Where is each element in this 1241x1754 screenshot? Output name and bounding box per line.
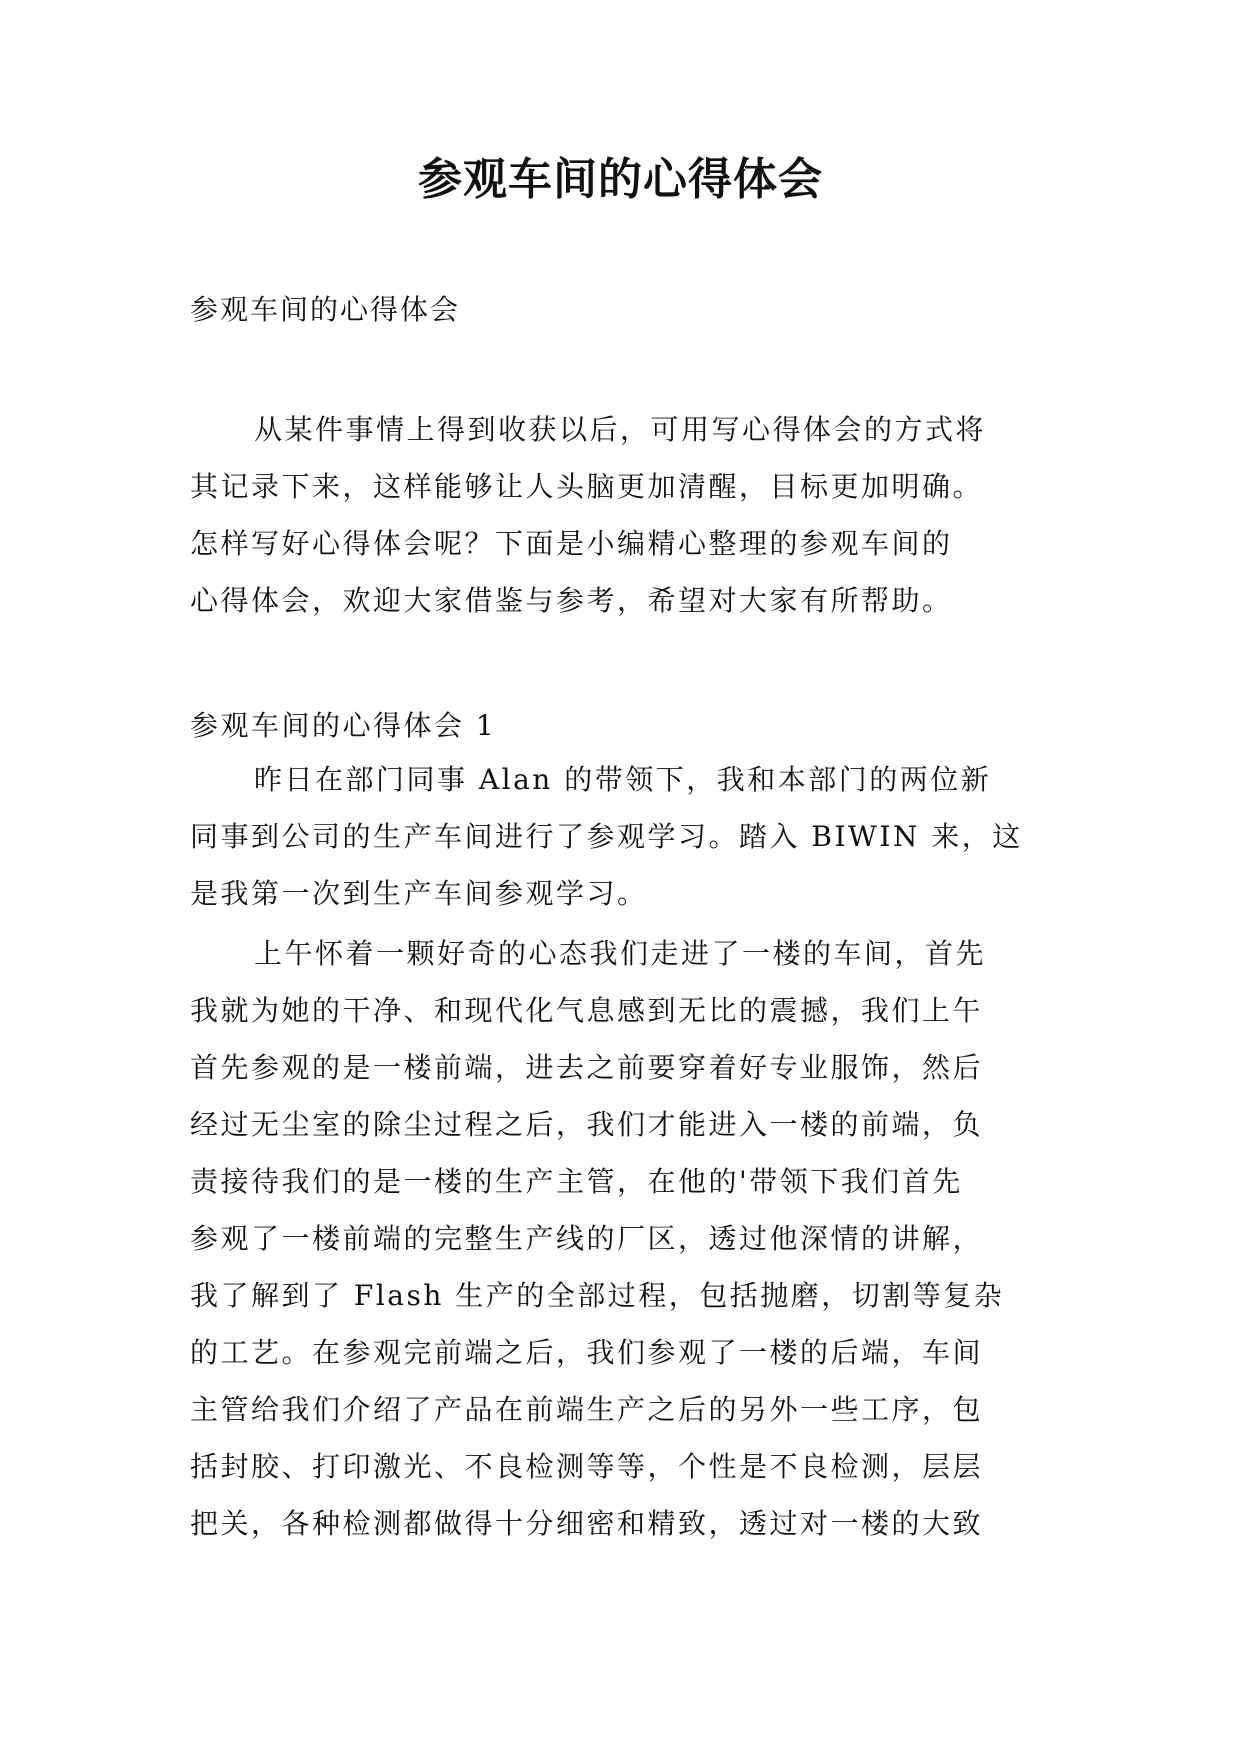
paragraph-line: 我就为她的干净、和现代化气息感到无比的震撼，我们上午 <box>190 994 984 1027</box>
paragraph-line: 昨日在部门同事 Alan 的带领下，我和本部门的两位新 <box>254 763 992 796</box>
intro-line: 从某件事情上得到收获以后，可用写心得体会的方式将 <box>254 413 987 446</box>
paragraph-line: 是我第一次到生产车间参观学习。 <box>190 877 648 910</box>
paragraph-line: 把关，各种检测都做得十分细密和精致，透过对一楼的大致 <box>190 1507 984 1540</box>
paragraph-line: 责接待我们的是一楼的生产主管，在他的'带领下我们首先 <box>190 1165 963 1198</box>
document-subtitle: 参观车间的心得体会 <box>190 293 461 326</box>
paragraph-line: 的工艺。在参观完前端之后，我们参观了一楼的后端，车间 <box>190 1336 984 1369</box>
intro-paragraph <box>190 401 1050 629</box>
paragraph-line: 我了解到了 Flash 生产的全部过程，包括抛磨，切割等复杂 <box>190 1279 1005 1312</box>
intro-line: 心得体会，欢迎大家借鉴与参考，希望对大家有所帮助。 <box>190 584 953 617</box>
paragraph-line: 上午怀着一颗好奇的心态我们走进了一楼的车间，首先 <box>254 937 987 970</box>
paragraph-line: 经过无尘室的除尘过程之后，我们才能进入一楼的前端，负 <box>190 1108 984 1141</box>
paragraph-line: 主管给我们介绍了产品在前端生产之后的另外一些工序，包 <box>190 1393 984 1426</box>
body-paragraph-1 <box>190 751 1050 922</box>
paragraph-line: 首先参观的是一楼前端，进去之前要穿着好专业服饰，然后 <box>190 1051 984 1084</box>
paragraph-line: 括封胶、打印激光、不良检测等等，个性是不良检测，层层 <box>190 1450 984 1483</box>
paragraph-line: 参观了一楼前端的完整生产线的厂区，透过他深情的讲解， <box>190 1222 984 1255</box>
intro-line: 怎样写好心得体会呢？下面是小编精心整理的参观车间的 <box>190 527 953 560</box>
section-heading: 参观车间的心得体会 1 <box>190 709 497 742</box>
body-paragraph-2 <box>190 925 1050 1552</box>
intro-line: 其记录下来，这样能够让人头脑更加清醒，目标更加明确。 <box>190 470 984 503</box>
paragraph-line: 同事到公司的生产车间进行了参观学习。踏入 BIWIN 来，这 <box>190 820 1023 853</box>
document-title: 参观车间的心得体会 <box>418 154 823 205</box>
